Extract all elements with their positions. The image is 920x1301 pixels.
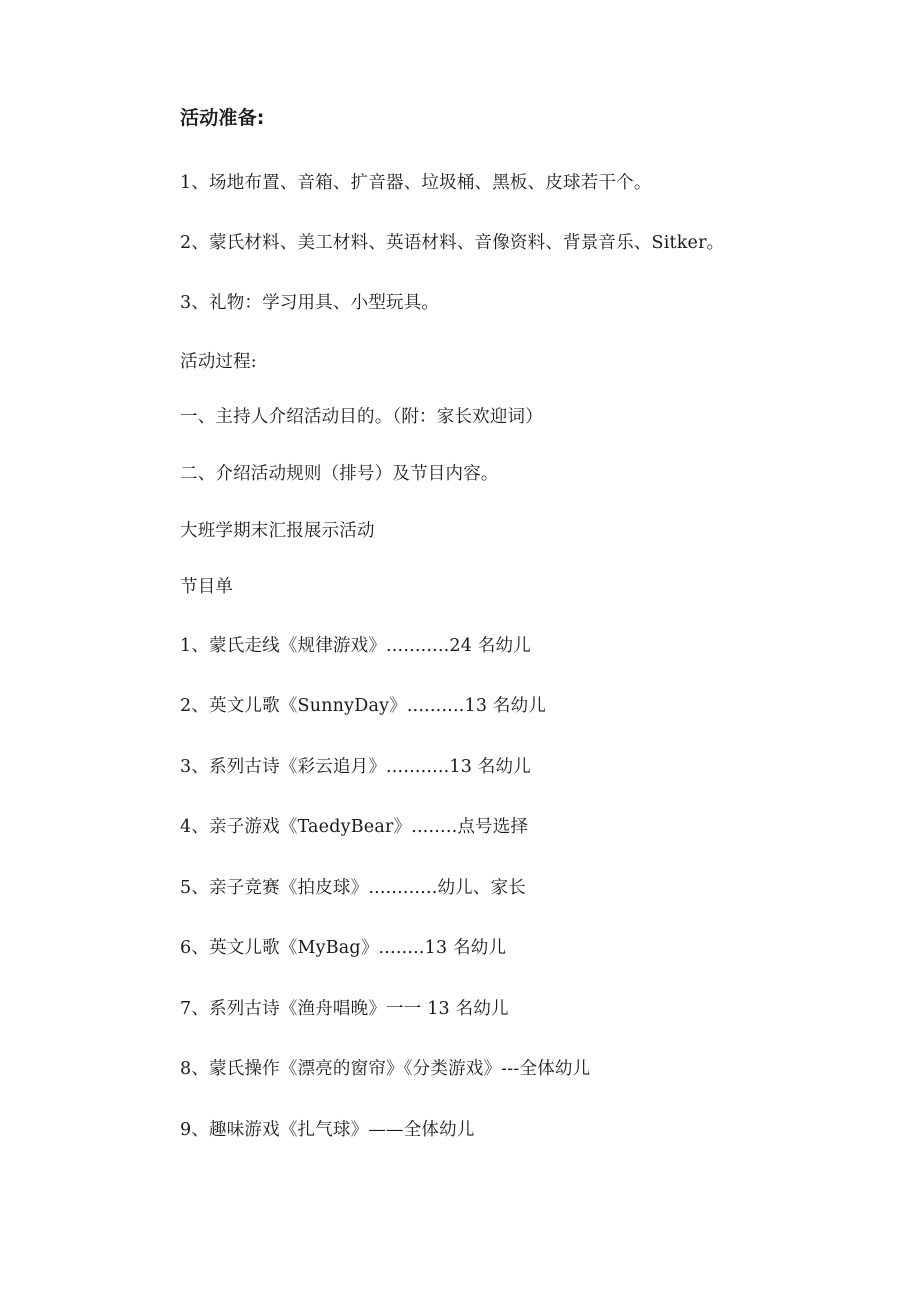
preparation-item: 1、场地布置、音箱、扩音器、垃圾桶、黑板、皮球若干个。 xyxy=(180,173,652,193)
program-item: 7、系列古诗《渔舟唱晚》一一 13 名幼儿 xyxy=(180,999,509,1019)
process-heading: 活动过程: xyxy=(180,352,257,372)
program-item: 5、亲子竞赛《拍皮球》............幼儿、家长 xyxy=(180,878,526,898)
program-item: 8、蒙氏操作《漂亮的窗帘》《分类游戏》---全体幼儿 xyxy=(180,1059,591,1079)
event-title: 大班学期末汇报展示活动 xyxy=(180,521,375,541)
process-step: 一、主持人介绍活动目的。（附：家长欢迎词） xyxy=(180,407,543,427)
program-item: 3、系列古诗《彩云追月》...........13 名幼儿 xyxy=(180,757,531,777)
preparation-item: 3、礼物：学习用具、小型玩具。 xyxy=(180,293,440,313)
preparation-heading: 活动准备: xyxy=(180,107,265,129)
program-item: 2、英文儿歌《SunnyDay》..........13 名幼儿 xyxy=(180,696,547,716)
program-item: 6、英文儿歌《MyBag》........13 名幼儿 xyxy=(180,938,507,958)
program-item: 9、趣味游戏《扎气球》——全体幼儿 xyxy=(180,1120,475,1140)
program-item: 1、蒙氏走线《规律游戏》...........24 名幼儿 xyxy=(180,636,531,656)
program-list-title: 节目单 xyxy=(180,577,234,597)
process-step: 二、介绍活动规则（排号）及节目内容。 xyxy=(180,464,499,484)
program-item: 4、亲子游戏《TaedyBear》........点号选择 xyxy=(180,817,529,837)
preparation-item: 2、蒙氏材料、美工材料、英语材料、音像资料、背景音乐、Sitker。 xyxy=(180,233,725,253)
